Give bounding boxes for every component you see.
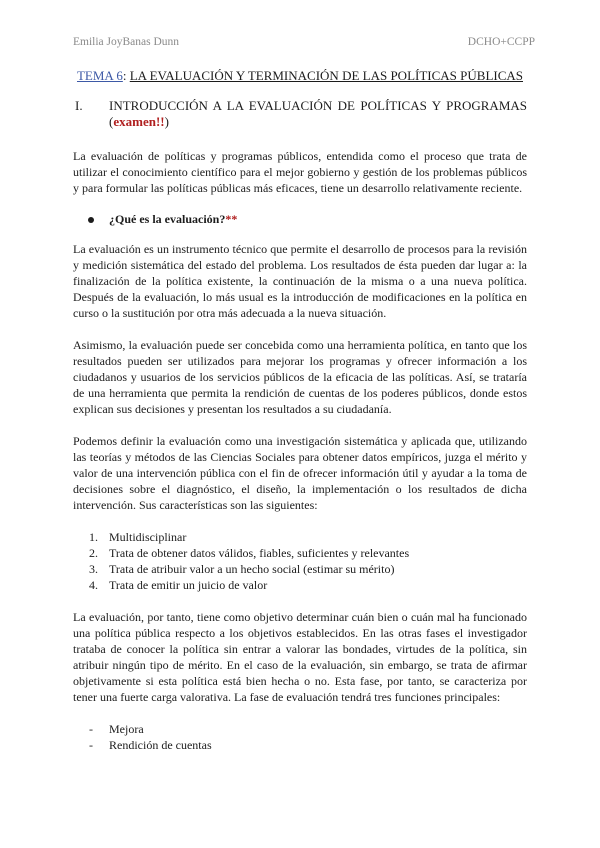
list-dash: - [89, 738, 93, 752]
paragraph-political-tool: Asimismo, la evaluación puede ser concebida como una herramienta política, en tanto que los resultados pueden ser utilizados para mejorar los programas y ofrecer información a los ciudadanos y usuarios de los servicios públicos de la eficacia de las políticas. Así, se trataría de una herramienta que permita la rendición de cuentas de los poderes públicos, donde estos explican sus decisiones y presentan los resultados a su ciudadanía. [73, 338, 527, 416]
section-title-text: INTRODUCCIÓN A LA EVALUACIÓN DE POLÍTICAS Y PROGRAMAS [109, 98, 527, 113]
section-number: I. [75, 98, 83, 113]
title-tema: TEMA 6 [76, 68, 123, 83]
paragraph-intro: La evaluación de políticas y programas públicos, entendida como el proceso que trata de utilizar el conocimiento científico para el mejor gobierno y gestión de los problemas públicos y para formular las políticas públicas más eficaces, tiene un desarrollo relativamente reciente. [73, 149, 527, 195]
bullet-dot-icon [88, 217, 94, 223]
list-item [73, 561, 527, 577]
list-number: 2. [89, 546, 98, 560]
header-author: Emilia JoyBanas Dunn [73, 36, 180, 48]
list-text: Trata de atribuir valor a un hecho social (estimar su mérito) [109, 562, 395, 576]
list-text: Mejora [109, 722, 144, 736]
paragraph-definition: La evaluación es un instrumento técnico que permite el desarrollo de procesos para la revisión y medición sistemática del estado del problema. Los resultados de ésta pueden dar lugar a: la finalización de la política existente, la continuación de la misma o a una nueva política. Después de la evaluación, lo más usual es la introducción de modificaciones en la política en curso o la sustitución por otra más adecuada a la nueva situación. [73, 242, 527, 320]
list-number: 1. [89, 530, 98, 544]
list-number: 4. [89, 578, 98, 592]
list-text: Rendición de cuentas [109, 738, 212, 752]
list-item [73, 737, 527, 753]
section-heading [73, 98, 527, 130]
section-note: examen!! [113, 114, 165, 129]
list-number: 3. [89, 562, 98, 576]
list-item [73, 721, 527, 737]
list-item [73, 577, 527, 593]
list-text: Trata de emitir un juicio de valor [109, 578, 268, 592]
bullet-question [73, 212, 527, 227]
bullet-question-text: ¿Qué es la evaluación? [109, 212, 226, 226]
document-title [73, 68, 527, 84]
functions-list [73, 721, 527, 753]
list-text: Trata de obtener datos válidos, fiables, suficientes y relevantes [109, 546, 410, 560]
paragraph-systematic: Podemos definir la evaluación como una investigación sistemática y aplicada que, utilizando las teorías y métodos de las Ciencias Sociales para obtener datos empíricos, juzga el mérito y valor de una intervención pública con el fin de ofrecer información útil y ayudar a la toma de decisiones sobre el diagnóstico, el diseño, la implementación o los resultados de dicha intervención. Sus características son las siguientes: [73, 434, 527, 512]
section-note-close: ) [164, 114, 169, 129]
title-text: LA EVALUACIÓN Y TERMINACIÓN DE LAS POLÍTICAS PÚBLICAS [129, 68, 523, 83]
section-note-open: ( [109, 114, 114, 129]
list-item [73, 529, 527, 545]
list-item [73, 545, 527, 561]
list-text: Multidisciplinar [109, 530, 187, 544]
bullet-question-mark: ** [225, 212, 238, 226]
characteristics-list [73, 529, 527, 593]
header-course: DCHO+CCPP [467, 36, 535, 48]
title-colon: : [122, 68, 130, 83]
list-dash: - [89, 722, 93, 736]
document-page [73, 68, 527, 769]
section-title [109, 98, 527, 130]
paragraph-objective: La evaluación, por tanto, tiene como objetivo determinar cuán bien o cuán mal ha funcionado una política pública respecto a los objetivos establecidos. En las otras fases el investigador trataba de conocer la política sin entrar a valorar las bondades, virtudes de la política, sin atribuir ningún tipo de mérito. En el caso de la evaluación, sin embargo, se trata de afirmar objetivamente si esta política está bien hecha o no. Esta fase, por tanto, se caracteriza por tener una fuerte carga valorativa. La fase de evaluación tendrá tres funciones principales: [73, 610, 527, 704]
